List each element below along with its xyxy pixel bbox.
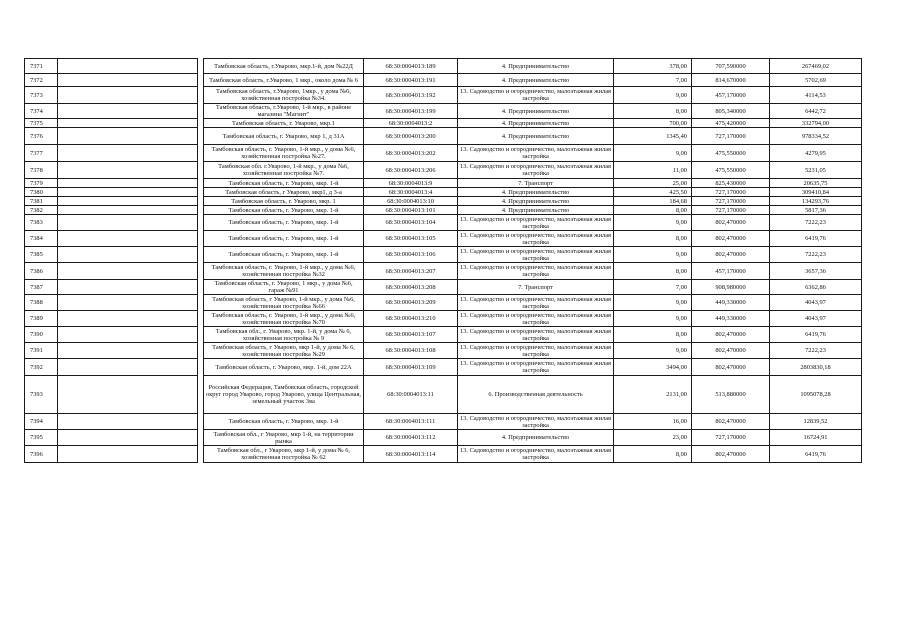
specific-value-cell: 814,670000 xyxy=(692,74,770,87)
land-use-group-cell: 13. Садоводство и огородничество, малоэтажная жилая застройка xyxy=(458,446,614,463)
cadastral-value-cell: 7222,23 xyxy=(770,247,862,263)
specific-value-cell: 727,170000 xyxy=(692,197,770,206)
table-row xyxy=(25,343,862,359)
land-use-group-cell: 13. Садоводство и огородничество, малоэтажная жилая застройка xyxy=(458,87,614,104)
specific-value-cell: 802,470000 xyxy=(692,359,770,376)
table-row xyxy=(25,188,862,197)
cadastral-number-cell: 68:30:0004013:209 xyxy=(364,295,458,311)
table-row xyxy=(25,179,862,188)
cadastral-value-cell: 6419,76 xyxy=(770,231,862,247)
cadastral-value-cell: 134293,76 xyxy=(770,197,862,206)
address-cell: Тамбовская область, г. Уварово, мкр.1 xyxy=(204,119,364,128)
cadastral-number-cell: 68:30:0004013:189 xyxy=(364,59,458,74)
empty-cell xyxy=(58,206,198,215)
land-use-group-cell: 13. Садоводство и огородничество, малоэтажная жилая застройка xyxy=(458,247,614,263)
land-use-group-cell: 13. Садоводство и огородничество, малоэтажная жилая застройка xyxy=(458,343,614,359)
address-cell: Тамбовская область, г. Уварово, мкр 1, д 31А xyxy=(204,128,364,145)
land-use-group-cell: 4. Предпринимательство xyxy=(458,430,614,446)
address-cell: Тамбовская область, г. Уварово, мкр. 1-й xyxy=(204,231,364,247)
cadastral-number-cell: 68:30:0004013:10 xyxy=(364,197,458,206)
table-row xyxy=(25,359,862,376)
empty-cell xyxy=(58,343,198,359)
specific-value-cell: 457,170000 xyxy=(692,87,770,104)
area-cell: 700,00 xyxy=(614,119,692,128)
address-cell: Тамбовская область, г.Уварово, 1 мкр., около дома № 6 xyxy=(204,74,364,87)
table-row xyxy=(25,128,862,145)
row-number-cell: 7372 xyxy=(25,74,58,87)
address-cell: Тамбовская область, г. Уварово, 1-й мкр., у дома №6, хозяйственная постройка №27. xyxy=(204,145,364,162)
land-use-group-cell: 4. Предпринимательство xyxy=(458,128,614,145)
cadastral-value-cell: 16724,91 xyxy=(770,430,862,446)
address-cell: Тамбовская область, г Уварово, мкр1, д 3-а xyxy=(204,188,364,197)
area-cell: 25,00 xyxy=(614,179,692,188)
row-number-cell: 7395 xyxy=(25,430,58,446)
table-row xyxy=(25,197,862,206)
cadastral-number-cell: 68:30:0004013:105 xyxy=(364,231,458,247)
address-cell: Тамбовская область, г. Уварово, мкр. 1-й, дом 22А xyxy=(204,359,364,376)
address-cell: Тамбовская область, г. Уварово, мкр. 1 xyxy=(204,197,364,206)
land-use-group-cell: 13. Садоводство и огородничество, малоэтажная жилая застройка xyxy=(458,295,614,311)
row-number-cell: 7387 xyxy=(25,280,58,295)
table-row xyxy=(25,104,862,119)
area-cell: 23,00 xyxy=(614,430,692,446)
cadastral-number-cell: 68:30:0004013:199 xyxy=(364,104,458,119)
address-cell: Тамбовская область, г. Уварово, мкр. 1-й xyxy=(204,179,364,188)
cadastral-number-cell: 68:30:0004013:202 xyxy=(364,145,458,162)
table-row xyxy=(25,446,862,463)
address-cell: Тамбовская область, г.Уварово, 1мкр., у дома №6, хозяйственная постройка №34. xyxy=(204,87,364,104)
land-use-group-cell: 13. Садоводство и огородничество, малоэтажная жилая застройка xyxy=(458,231,614,247)
specific-value-cell: 802,470000 xyxy=(692,327,770,343)
address-cell: Тамбовская область, г Уварово, 1-й мкр., у дома №6, хозяйственная постройка №66 xyxy=(204,295,364,311)
specific-value-cell: 908,980000 xyxy=(692,280,770,295)
table-row xyxy=(25,215,862,231)
table-row xyxy=(25,376,862,414)
row-number-cell: 7390 xyxy=(25,327,58,343)
specific-value-cell: 802,470000 xyxy=(692,215,770,231)
area-cell: 1345,40 xyxy=(614,128,692,145)
specific-value-cell: 475,550000 xyxy=(692,145,770,162)
empty-cell xyxy=(58,327,198,343)
table-row xyxy=(25,263,862,280)
cadastral-number-cell: 68:30:0004013:192 xyxy=(364,87,458,104)
table-row xyxy=(25,247,862,263)
table-row xyxy=(25,87,862,104)
land-use-group-cell: 4. Предпринимательство xyxy=(458,59,614,74)
empty-cell xyxy=(58,145,198,162)
area-cell: 8,00 xyxy=(614,327,692,343)
specific-value-cell: 802,470000 xyxy=(692,446,770,463)
cadastral-value-cell: 6419,76 xyxy=(770,327,862,343)
cadastral-number-cell: 68:30:0004013:114 xyxy=(364,446,458,463)
address-cell: Тамбовская область, г. Уварово, мкр. 1-й xyxy=(204,247,364,263)
land-use-group-cell: 4. Предпринимательство xyxy=(458,74,614,87)
area-cell: 8,00 xyxy=(614,263,692,280)
cadastral-number-cell: 68:30:0004013:109 xyxy=(364,359,458,376)
row-number-cell: 7389 xyxy=(25,311,58,327)
area-cell: 8,00 xyxy=(614,104,692,119)
address-cell: Тамбовская обл. г.Уварово, 1-й мкр., у дома №6, хозяйственная постройка №7. xyxy=(204,162,364,179)
area-cell: 9,00 xyxy=(614,295,692,311)
cadastral-value-cell: 4279,95 xyxy=(770,145,862,162)
specific-value-cell: 727,170000 xyxy=(692,128,770,145)
table-row xyxy=(25,311,862,327)
address-cell: Тамбовская обл., г Уварово, мкр 1-й, у дома № 6, хозяйственная постройка № 62 xyxy=(204,446,364,463)
area-cell: 9,00 xyxy=(614,247,692,263)
cadastral-number-cell: 68:30:0004013:112 xyxy=(364,430,458,446)
specific-value-cell: 727,170000 xyxy=(692,206,770,215)
specific-value-cell: 805,340000 xyxy=(692,104,770,119)
row-number-cell: 7391 xyxy=(25,343,58,359)
cadastral-value-cell: 4114,53 xyxy=(770,87,862,104)
table-row xyxy=(25,206,862,215)
row-number-cell: 7379 xyxy=(25,179,58,188)
row-number-cell: 7382 xyxy=(25,206,58,215)
land-use-group-cell: 13. Садоводство и огородничество, малоэтажная жилая застройка xyxy=(458,145,614,162)
row-number-cell: 7388 xyxy=(25,295,58,311)
specific-value-cell: 707,590000 xyxy=(692,59,770,74)
table-row xyxy=(25,327,862,343)
row-number-cell: 7371 xyxy=(25,59,58,74)
cadastral-number-cell: 68:30:0004013:11 xyxy=(364,376,458,414)
cadastral-number-cell: 68:30:0004013:210 xyxy=(364,311,458,327)
cadastral-value-cell: 4043,97 xyxy=(770,311,862,327)
row-number-cell: 7386 xyxy=(25,263,58,280)
land-use-group-cell: 4. Предпринимательство xyxy=(458,104,614,119)
land-use-group-cell: 4. Предпринимательство xyxy=(458,119,614,128)
table-row xyxy=(25,231,862,247)
land-use-group-cell: 13. Садоводство и огородничество, малоэтажная жилая застройка xyxy=(458,215,614,231)
row-number-cell: 7381 xyxy=(25,197,58,206)
specific-value-cell: 802,470000 xyxy=(692,343,770,359)
cadastral-number-cell: 68:30:0004013:9 xyxy=(364,179,458,188)
row-number-cell: 7375 xyxy=(25,119,58,128)
specific-value-cell: 475,420000 xyxy=(692,119,770,128)
land-use-group-cell: 13. Садоводство и огородничество, малоэтажная жилая застройка xyxy=(458,311,614,327)
table-row xyxy=(25,119,862,128)
cadastral-value-cell: 309410,84 xyxy=(770,188,862,197)
empty-cell xyxy=(58,231,198,247)
cadastral-number-cell: 68:30:0004013:191 xyxy=(364,74,458,87)
cadastral-value-cell: 20635,75 xyxy=(770,179,862,188)
row-number-cell: 7378 xyxy=(25,162,58,179)
cadastral-value-cell: 6362,86 xyxy=(770,280,862,295)
row-number-cell: 7396 xyxy=(25,446,58,463)
empty-cell xyxy=(58,280,198,295)
row-number-cell: 7385 xyxy=(25,247,58,263)
area-cell: 2131,00 xyxy=(614,376,692,414)
cadastral-value-cell: 7222,23 xyxy=(770,343,862,359)
cadastral-number-cell: 68:30:0004013:108 xyxy=(364,343,458,359)
row-number-cell: 7373 xyxy=(25,87,58,104)
row-number-cell: 7380 xyxy=(25,188,58,197)
address-cell: Тамбовская область, г.Уварово, мкр.1-й, дом №22Д xyxy=(204,59,364,74)
land-use-group-cell: 4. Предпринимательство xyxy=(458,197,614,206)
empty-cell xyxy=(58,87,198,104)
area-cell: 16,00 xyxy=(614,414,692,430)
empty-cell xyxy=(58,446,198,463)
row-number-cell: 7383 xyxy=(25,215,58,231)
row-number-cell: 7393 xyxy=(25,376,58,414)
cadastral-number-cell: 68:30:0004013:207 xyxy=(364,263,458,280)
table-row xyxy=(25,59,862,74)
cadastral-value-cell: 6442,72 xyxy=(770,104,862,119)
area-cell: 378,00 xyxy=(614,59,692,74)
area-cell: 7,00 xyxy=(614,280,692,295)
area-cell: 8,00 xyxy=(614,206,692,215)
land-use-group-cell: 7. Транспорт xyxy=(458,280,614,295)
area-cell: 9,00 xyxy=(614,145,692,162)
address-cell: Тамбовская область, г.Уварово, 1-й мкр., в районе магазина "Магнит" xyxy=(204,104,364,119)
area-cell: 7,00 xyxy=(614,74,692,87)
specific-value-cell: 727,170000 xyxy=(692,430,770,446)
cadastral-number-cell: 68:30:0004013:206 xyxy=(364,162,458,179)
empty-cell xyxy=(58,162,198,179)
empty-cell xyxy=(58,215,198,231)
empty-cell xyxy=(58,119,198,128)
land-use-group-cell: 4. Предпринимательство xyxy=(458,188,614,197)
row-number-cell: 7376 xyxy=(25,128,58,145)
specific-value-cell: 802,470000 xyxy=(692,231,770,247)
area-cell: 11,00 xyxy=(614,162,692,179)
specific-value-cell: 449,330000 xyxy=(692,295,770,311)
cadastral-value-cell: 2803830,18 xyxy=(770,359,862,376)
cadastral-number-cell: 68:30:0004013:106 xyxy=(364,247,458,263)
cadastral-number-cell: 68:30:0004013:200 xyxy=(364,128,458,145)
cadastral-number-cell: 68:30:0004013:208 xyxy=(364,280,458,295)
area-cell: 9,00 xyxy=(614,87,692,104)
address-cell: Тамбовская область, г. Уварово, 1-й мкр., у дома №6, хозяйственная постройка №32 xyxy=(204,263,364,280)
cadastral-value-cell: 332794,00 xyxy=(770,119,862,128)
land-use-group-cell: 13. Садоводство и огородничество, малоэтажная жилая застройка xyxy=(458,327,614,343)
specific-value-cell: 802,470000 xyxy=(692,414,770,430)
land-use-group-cell: 13. Садоводство и огородничество, малоэтажная жилая застройка xyxy=(458,359,614,376)
table-row xyxy=(25,162,862,179)
specific-value-cell: 802,470000 xyxy=(692,247,770,263)
row-number-cell: 7394 xyxy=(25,414,58,430)
specific-value-cell: 457,170000 xyxy=(692,263,770,280)
table-row xyxy=(25,74,862,87)
empty-cell xyxy=(58,197,198,206)
empty-cell xyxy=(58,179,198,188)
empty-cell xyxy=(58,128,198,145)
empty-cell xyxy=(58,263,198,280)
specific-value-cell: 825,430000 xyxy=(692,179,770,188)
area-cell: 9,00 xyxy=(614,343,692,359)
cadastral-value-cell: 5702,69 xyxy=(770,74,862,87)
cadastral-value-cell: 5817,36 xyxy=(770,206,862,215)
cadastral-value-cell: 267469,02 xyxy=(770,59,862,74)
cadastral-value-cell: 978334,52 xyxy=(770,128,862,145)
empty-cell xyxy=(58,359,198,376)
land-use-group-cell: 13. Садоводство и огородничество, малоэтажная жилая застройка xyxy=(458,162,614,179)
specific-value-cell: 475,550000 xyxy=(692,162,770,179)
empty-cell xyxy=(58,104,198,119)
empty-cell xyxy=(58,188,198,197)
cadastral-number-cell: 68:30:0004013:2 xyxy=(364,119,458,128)
land-use-group-cell: 13. Садоводство и огородничество, малоэтажная жилая застройка xyxy=(458,263,614,280)
address-cell: Тамбовская область, г. Уварово, 1 мкр., у дома №6, гараж №91 xyxy=(204,280,364,295)
row-number-cell: 7384 xyxy=(25,231,58,247)
address-cell: Тамбовская область, г. Уварово, мкр. 1-й xyxy=(204,414,364,430)
table-row xyxy=(25,280,862,295)
area-cell: 184,68 xyxy=(614,197,692,206)
cadastral-value-cell: 1095078,28 xyxy=(770,376,862,414)
cadastral-value-cell: 7222,23 xyxy=(770,215,862,231)
cadastral-number-cell: 68:30:0004013:107 xyxy=(364,327,458,343)
row-number-cell: 7377 xyxy=(25,145,58,162)
land-use-group-cell: 13. Садоводство и огородничество, малоэтажная жилая застройка xyxy=(458,414,614,430)
land-use-group-cell: 7. Транспорт xyxy=(458,179,614,188)
empty-cell xyxy=(58,311,198,327)
area-cell: 8,00 xyxy=(614,231,692,247)
empty-cell xyxy=(58,295,198,311)
address-cell: Российская Федерация, Тамбовская область, городской округ город Уварово, город Уварово, улица Центральная, земельный участок 3ва xyxy=(204,376,364,414)
land-use-group-cell: 4. Предпринимательство xyxy=(458,206,614,215)
table-body xyxy=(25,59,862,463)
empty-cell xyxy=(58,59,198,74)
empty-cell xyxy=(58,414,198,430)
table-row xyxy=(25,414,862,430)
cadastral-number-cell: 68:30:0004013:111 xyxy=(364,414,458,430)
table-row xyxy=(25,430,862,446)
cadastral-value-cell: 6419,76 xyxy=(770,446,862,463)
cadastral-value-table xyxy=(24,58,862,463)
area-cell: 8,00 xyxy=(614,446,692,463)
empty-cell xyxy=(58,74,198,87)
empty-cell xyxy=(58,247,198,263)
specific-value-cell: 449,330000 xyxy=(692,311,770,327)
address-cell: Тамбовская обл., г Уварово, мкр 1-й, на территории рынка xyxy=(204,430,364,446)
cadastral-value-cell: 5231,05 xyxy=(770,162,862,179)
area-cell: 3494,00 xyxy=(614,359,692,376)
area-cell: 425,50 xyxy=(614,188,692,197)
address-cell: Тамбовская область, г. Уварово, 1-й мкр., у дома №6, хозяйственная постройка №70 xyxy=(204,311,364,327)
cadastral-number-cell: 68:30:0004013:4 xyxy=(364,188,458,197)
empty-cell xyxy=(58,430,198,446)
cadastral-value-cell: 3657,36 xyxy=(770,263,862,280)
address-cell: Тамбовская область, г Уварово, мкр 1-й, у дома № 6, хозяйственная постройка №29 xyxy=(204,343,364,359)
land-use-group-cell: 6. Производственная деятельность xyxy=(458,376,614,414)
table-row xyxy=(25,145,862,162)
cadastral-value-cell: 12839,52 xyxy=(770,414,862,430)
address-cell: Тамбовская область, г. Уварово, мкр. 1-й xyxy=(204,206,364,215)
cadastral-number-cell: 68:30:0004013:101 xyxy=(364,206,458,215)
table-row xyxy=(25,295,862,311)
address-cell: Тамбовская обл., г. Уварово, мкр. 1-й, у дома № 6, хозяйственная постройка № 9 xyxy=(204,327,364,343)
area-cell: 9,00 xyxy=(614,215,692,231)
cadastral-number-cell: 68:30:0004013:104 xyxy=(364,215,458,231)
cadastral-value-cell: 4043,97 xyxy=(770,295,862,311)
address-cell: Тамбовская область, г. Уварово, мкр. 1-й xyxy=(204,215,364,231)
row-number-cell: 7374 xyxy=(25,104,58,119)
area-cell: 9,00 xyxy=(614,311,692,327)
specific-value-cell: 513,880000 xyxy=(692,376,770,414)
empty-cell xyxy=(58,376,198,414)
specific-value-cell: 727,170000 xyxy=(692,188,770,197)
row-number-cell: 7392 xyxy=(25,359,58,376)
